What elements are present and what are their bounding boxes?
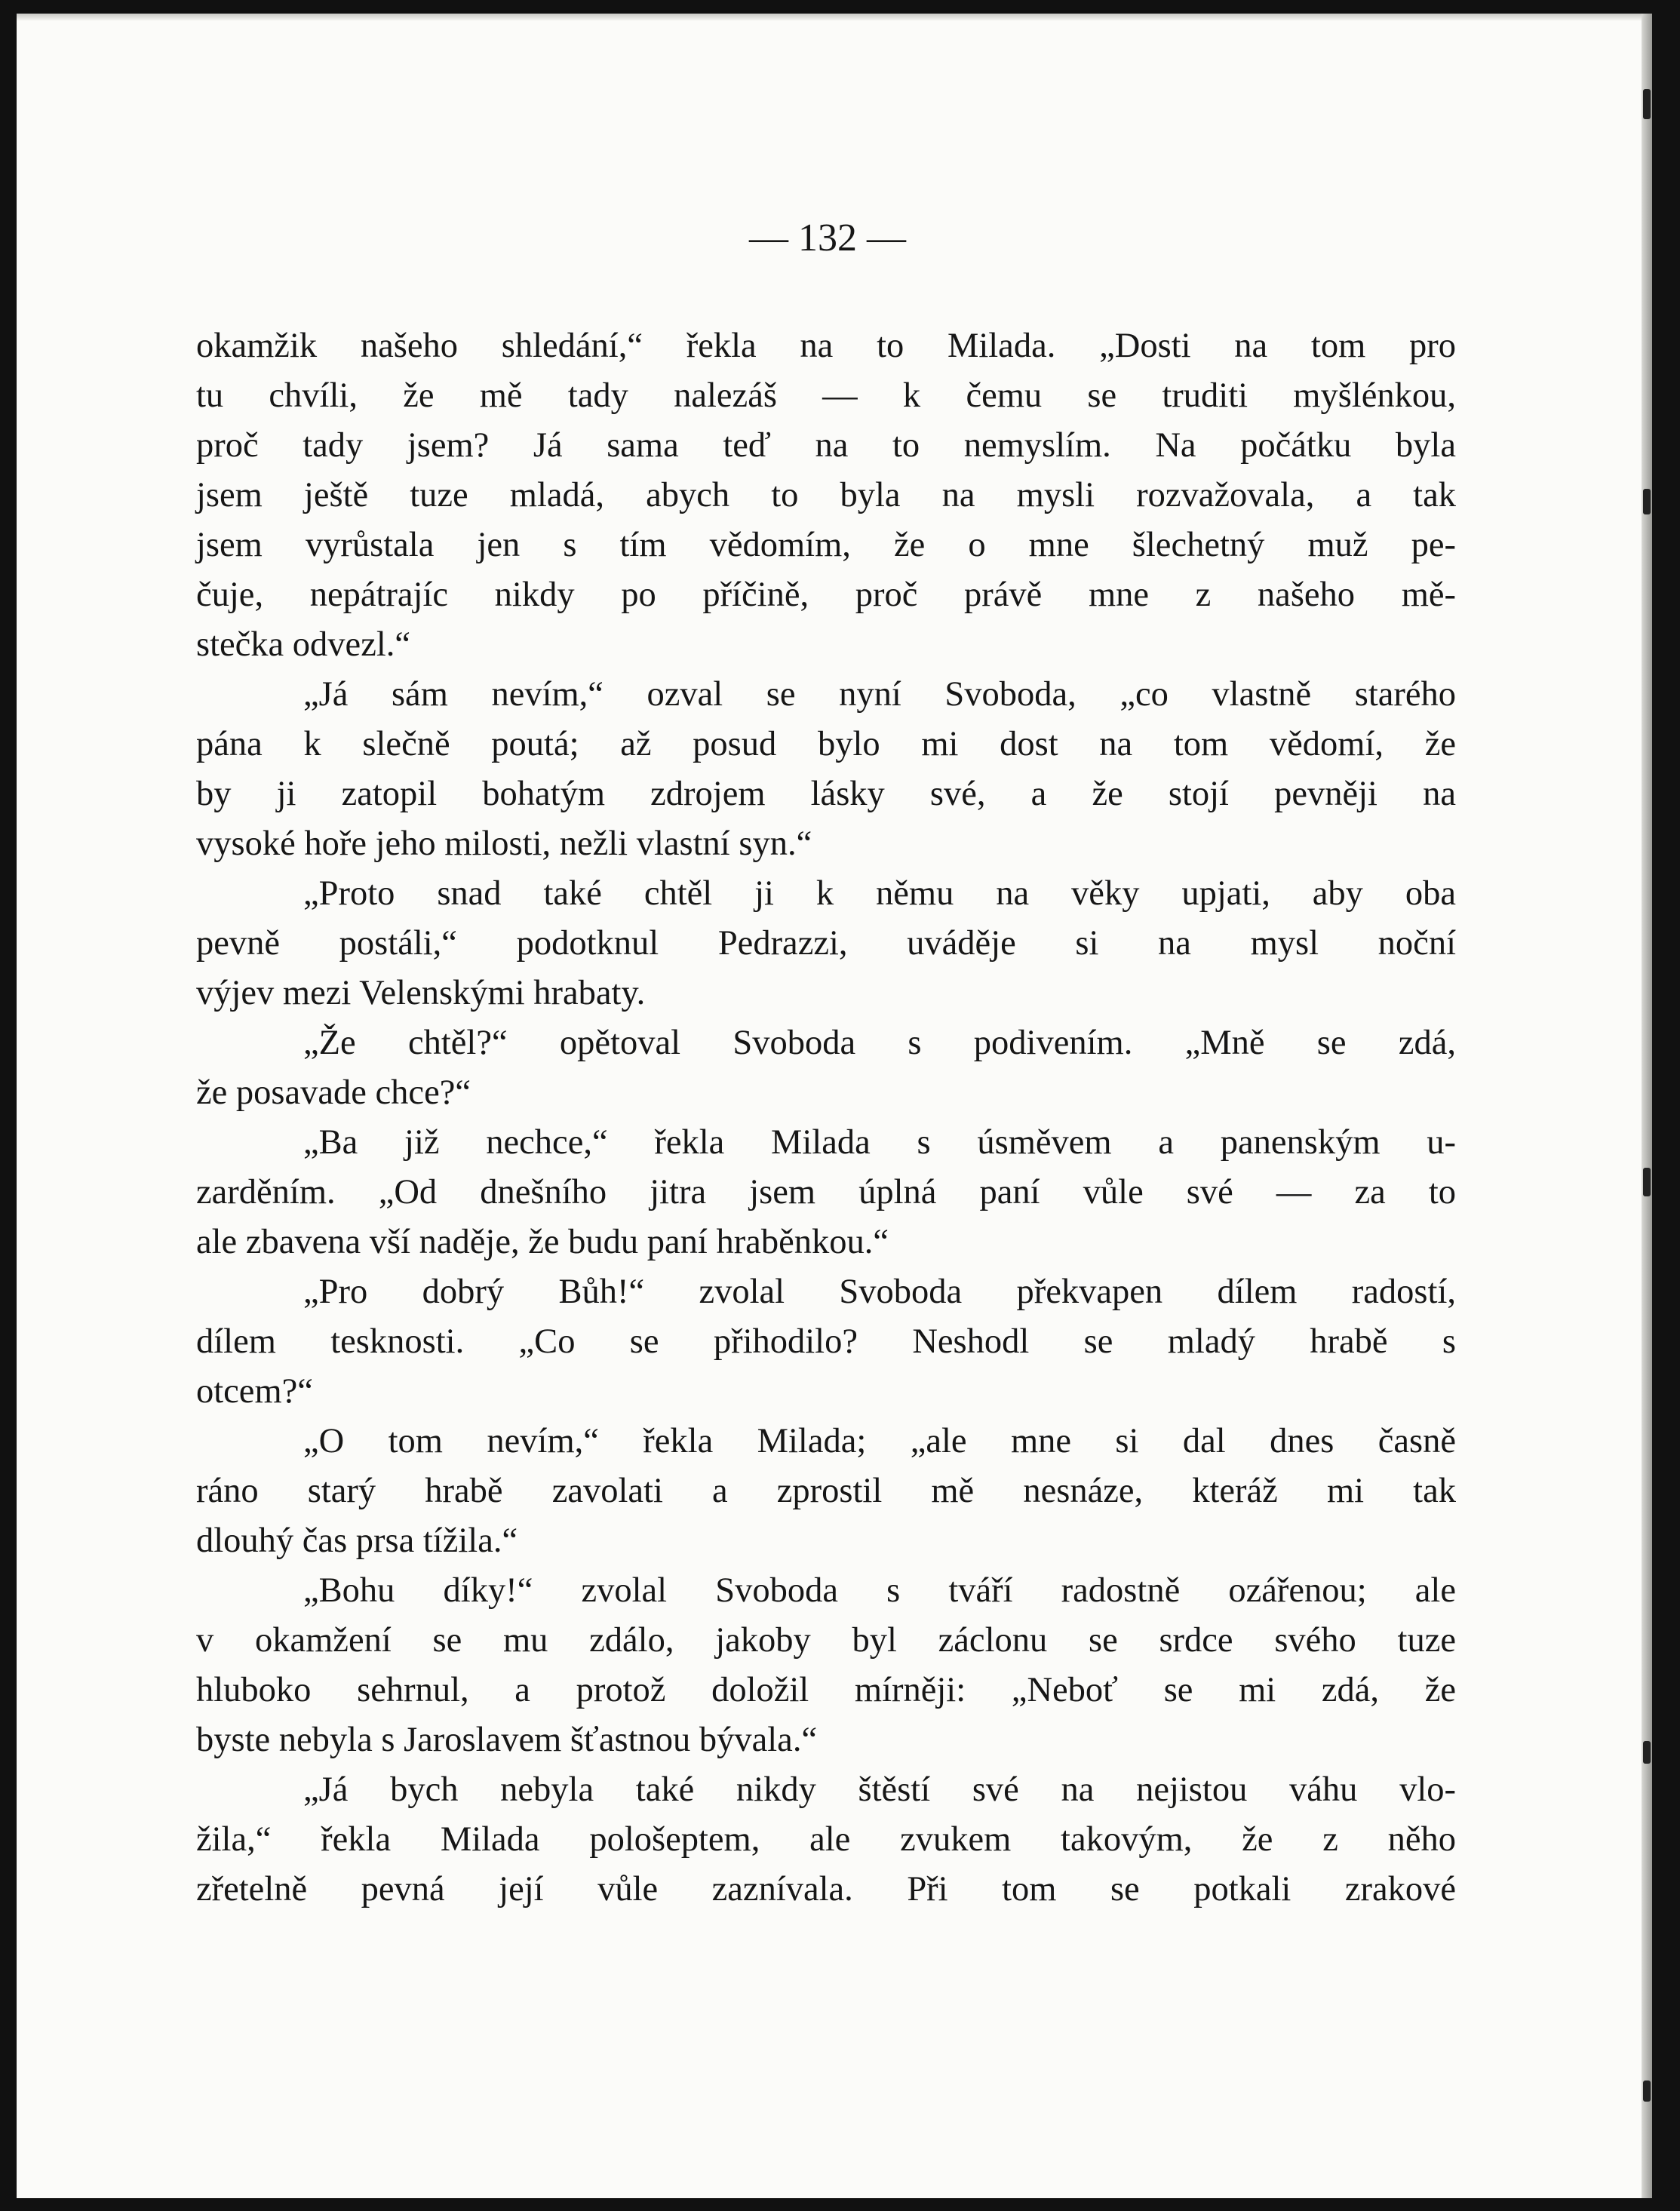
text-line: pevně postáli,“ podotknul Pedrazzi, uváděje si na mysl noční bbox=[196, 924, 1456, 963]
text-line: ráno starý hrabě zavolati a zprostil mě nesnáze, kteráž mi tak bbox=[196, 1472, 1456, 1510]
text-line: hluboko sehrnul, a protož doložil mírněji: „Neboť se mi zdá, že bbox=[196, 1671, 1456, 1709]
text-line: by ji zatopil bohatým zdrojem lásky své, a že stojí pevněji na bbox=[196, 775, 1456, 813]
text-line: „Já sám nevím,“ ozval se nyní Svoboda, „co vlastně starého bbox=[303, 675, 1456, 714]
text-line: čuje, nepátrajíc nikdy po příčině, proč právě mne z našeho mě- bbox=[196, 576, 1456, 614]
body-text bbox=[196, 321, 1456, 1915]
text-line: jsem ještě tuze mladá, abych to byla na mysli rozvažovala, a tak bbox=[196, 476, 1456, 514]
text-line: v okamžení se mu zdálo, jakoby byl záclonu se srdce svého tuze bbox=[196, 1621, 1456, 1660]
book-page bbox=[17, 14, 1652, 2198]
text-line: dílem tesknosti. „Co se přihodilo? Neshodl se mladý hrabě s bbox=[196, 1322, 1456, 1361]
text-line: „O tom nevím,“ řekla Milada; „ale mne si dal dnes časně bbox=[303, 1422, 1456, 1460]
page-number: — 132 — bbox=[749, 216, 906, 259]
text-line: „Bohu díky!“ zvolal Svoboda s tváří radostně ozářenou; ale bbox=[303, 1571, 1456, 1610]
text-line: zřetelně pevná její vůle zaznívala. Při tom se potkali zrakové bbox=[196, 1870, 1456, 1909]
text-line: „Že chtěl?“ opětoval Svoboda s podivením. „Mně se zdá, bbox=[303, 1024, 1456, 1062]
text-line: okamžik našeho shledání,“ řekla na to Milada. „Dosti na tom pro bbox=[196, 327, 1456, 365]
text-line: ale zbavena vší naděje, že budu paní hraběnkou.“ bbox=[196, 1223, 889, 1261]
text-line: pána k slečně poutá; až posud bylo mi dost na tom vědomí, že bbox=[196, 725, 1456, 763]
text-line: vysoké hoře jeho milosti, nežli vlastní syn.“ bbox=[196, 825, 812, 863]
page-gutter-shadow bbox=[1642, 14, 1652, 2198]
text-line: jsem vyrůstala jen s tím vědomím, že o mne šlechetný muž pe- bbox=[196, 526, 1456, 564]
text-line: že posavade chce?“ bbox=[196, 1073, 471, 1112]
text-line: výjev mezi Velenskými hrabaty. bbox=[196, 974, 646, 1012]
text-line: zarděním. „Od dnešního jitra jsem úplná paní vůle své — za to bbox=[196, 1173, 1456, 1211]
text-line: byste nebyla s Jaroslavem šťastnou bývala.“ bbox=[196, 1721, 818, 1759]
text-line: proč tady jsem? Já sama teď na to nemyslím. Na počátku byla bbox=[196, 426, 1456, 465]
text-line: „Proto snad také chtěl ji k němu na věky upjati, aby oba bbox=[303, 874, 1456, 913]
text-line: stečka odvezl.“ bbox=[196, 625, 411, 664]
page-top-shadow bbox=[17, 14, 1652, 21]
text-line: otcem?“ bbox=[196, 1372, 313, 1411]
binding-mark bbox=[1643, 1741, 1651, 1764]
text-line: dlouhý čas prsa tížila.“ bbox=[196, 1522, 518, 1560]
text-line: tu chvíli, že mě tady nalezáš — k čemu se truditi myšlénkou, bbox=[196, 376, 1456, 415]
binding-mark bbox=[1643, 1168, 1651, 1196]
binding-mark bbox=[1643, 2080, 1651, 2102]
text-line: „Ba již nechce,“ řekla Milada s úsměvem a panenským u- bbox=[303, 1123, 1456, 1162]
text-line: „Pro dobrý Bůh!“ zvolal Svoboda překvapen dílem radostí, bbox=[303, 1273, 1456, 1311]
binding-mark bbox=[1643, 89, 1651, 119]
text-line: „Já bych nebyla také nikdy štěstí své na nejistou váhu vlo- bbox=[303, 1770, 1456, 1809]
text-line: žila,“ řekla Milada pološeptem, ale zvukem takovým, že z něho bbox=[196, 1820, 1456, 1859]
binding-mark bbox=[1643, 489, 1651, 514]
